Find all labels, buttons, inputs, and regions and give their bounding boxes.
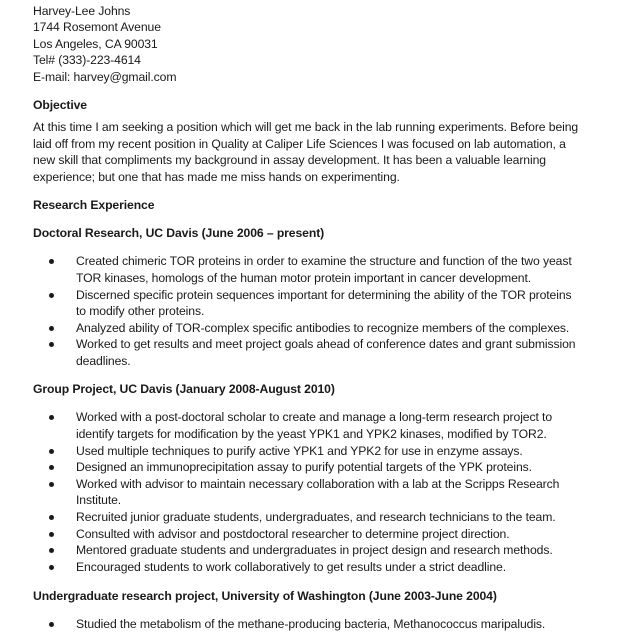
list-item: [33, 336, 593, 369]
list-item: [33, 616, 593, 633]
bullet-text: Institute.: [76, 493, 122, 508]
list-item: [33, 526, 593, 543]
bullet-icon: [49, 565, 54, 570]
list-item: [33, 542, 593, 559]
list-item: [33, 476, 593, 509]
list-item: [33, 559, 593, 576]
group-project-bullets: [33, 409, 593, 575]
list-item: [33, 459, 593, 476]
objective-heading: Objective: [33, 97, 87, 112]
contact-block: [33, 3, 593, 85]
contact-email: E-mail: harvey@gmail.com: [33, 69, 177, 84]
objective-line: laid off from my recent position in Quality at Caliper Life Sciences I was focused on lab automation, a: [33, 136, 566, 151]
undergraduate-project-bullets: [33, 616, 593, 633]
bullet-text: to modify other proteins.: [76, 304, 205, 319]
objective-line: At this time I am seeking a position which will get me back in the lab running experiments. Before being: [33, 119, 579, 134]
list-item: [33, 320, 593, 337]
bullet-icon: [49, 259, 54, 264]
list-item: [33, 443, 593, 460]
bullet-icon: [49, 449, 54, 454]
bullet-text: identify targets for modification by the yeast YPK1 and YPK2 kinases, modified by TOR2.: [76, 427, 547, 442]
bullet-text: Recruited junior graduate students, undergraduates, and research technicians to the team.: [76, 510, 556, 525]
research-experience-heading: Research Experience: [33, 198, 155, 213]
bullet-text: deadlines.: [76, 353, 131, 368]
bullet-text: Discerned specific protein sequences important for determining the ability of the TOR proteins: [76, 287, 572, 302]
objective-line: new skill that compliments my background in assay development. It has been a valuable learning: [33, 153, 546, 168]
doctoral-research-bullets: [33, 253, 593, 369]
bullet-icon: [49, 622, 54, 627]
bullet-icon: [49, 415, 54, 420]
resume-document: [33, 3, 593, 633]
bullet-text: TOR kinases, homologs of the human motor protein important in cancer development.: [76, 270, 532, 285]
list-item: [33, 409, 593, 442]
group-project-title: Group Project, UC Davis (January 2008-August 2010): [33, 382, 335, 397]
doctoral-research-title: Doctoral Research, UC Davis (June 2006 – present): [33, 226, 325, 241]
contact-name: Harvey-Lee Johns: [33, 4, 131, 18]
bullet-icon: [49, 482, 54, 487]
objective-line: experience; but one that has made me miss hands on experimenting.: [33, 169, 400, 184]
bullet-icon: [49, 465, 54, 470]
bullet-icon: [49, 532, 54, 537]
bullet-icon: [49, 548, 54, 553]
contact-phone: Tel# (333)-223-4614: [33, 53, 141, 68]
objective-paragraph: [33, 119, 593, 185]
bullet-text: Analyzed ability of TOR-complex specific antibodies to recognize members of the complexes.: [76, 320, 570, 335]
bullet-text: Created chimeric TOR proteins in order to examine the structure and function of the two yeast: [76, 254, 572, 269]
bullet-text: Designed an immunoprecipitation assay to purify potential targets of the YPK proteins.: [76, 460, 532, 475]
bullet-text: Used multiple techniques to purify active YPK1 and YPK2 for use in enzyme assays.: [76, 443, 523, 458]
undergraduate-project-title: Undergraduate research project, University of Washington (June 2003-June 2004): [33, 589, 497, 604]
bullet-icon: [49, 326, 54, 331]
contact-city: Los Angeles, CA 90031: [33, 36, 158, 51]
bullet-text: Consulted with advisor and postdoctoral researcher to determine project direction.: [76, 526, 510, 541]
bullet-text: Worked to get results and meet project goals ahead of conference dates and grant submission: [76, 337, 576, 352]
list-item: [33, 509, 593, 526]
bullet-text: Encouraged students to work collaboratively to get results under a strict deadline.: [76, 559, 507, 574]
bullet-icon: [49, 293, 54, 298]
bullet-text: Worked with a post-doctoral scholar to create and manage a long-term research project to: [76, 410, 553, 425]
bullet-text: Mentored graduate students and undergraduates in project design and research methods.: [76, 543, 553, 558]
list-item: [33, 253, 593, 286]
list-item: [33, 287, 593, 320]
bullet-text: Worked with advisor to maintain necessary collaboration with a lab at the Scripps Research: [76, 476, 560, 491]
contact-address: 1744 Rosemont Avenue: [33, 20, 161, 35]
bullet-text: Studied the metabolism of the methane-producing bacteria, Methanococcus maripaludis.: [76, 617, 546, 632]
bullet-icon: [49, 515, 54, 520]
bullet-icon: [49, 342, 54, 347]
